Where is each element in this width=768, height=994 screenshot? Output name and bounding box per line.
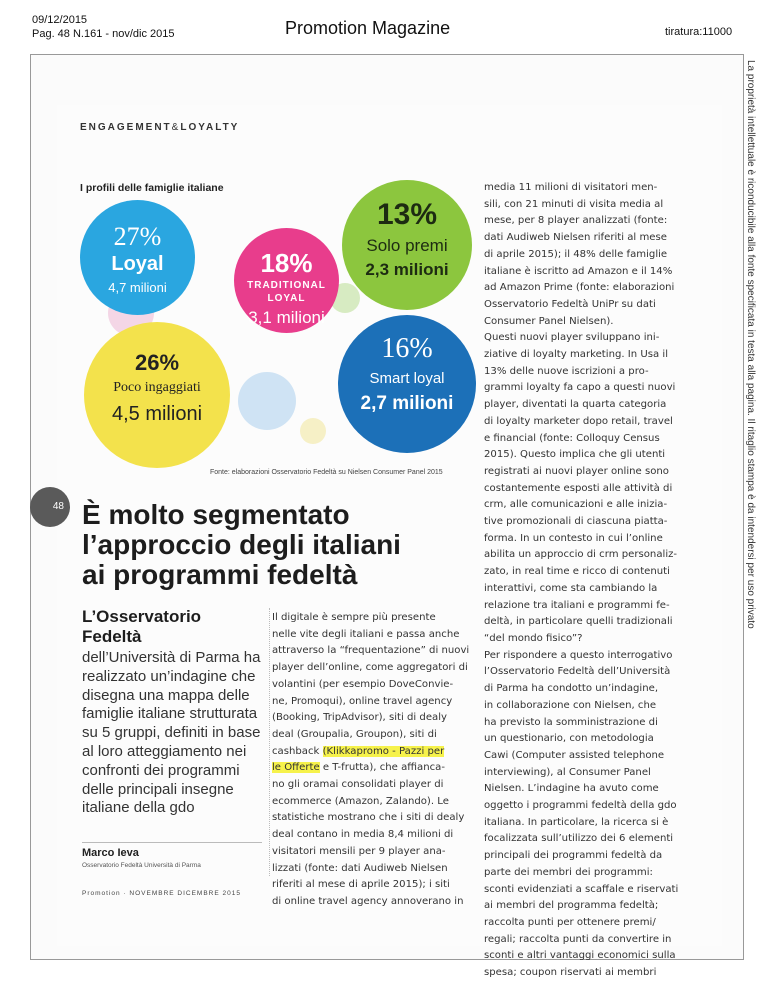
bubble-traditional-loyal-label2: LOYAL — [267, 293, 306, 304]
header-publication-title: Promotion Magazine — [285, 18, 451, 38]
infographic-title: I profili delle famiglie italiane — [80, 182, 224, 194]
bubble-traditional-loyal-label: TRADITIONAL — [247, 280, 326, 291]
decor-circle-yellow — [300, 418, 326, 444]
body-column-right: media 11 milioni di visitatori men- sili, con 21 minuti di visita media al mese, per 8 player analizzati (fonte: dati Audiweb Nielsen riferiti al mese di aprile 2015); il 48% delle famiglie italiane è iscritto ad Amazon e il 14% ad Amazon Prime (fonte: elaborazioni Osservatorio Fedeltà UniPr su dati Consumer Panel Nielsen). Questi nuovi player sviluppano ini- ziative di loyalty marketing. In Usa il 13% delle nuove iscrizioni a pro- grammi loyalty fa capo a questi nuovi player, diventati la quarta categoria di loyalty marketer dopo retail, travel e financial (fonte: Colloquy Census 2015). Questo implica che gli utenti registrati ai nuovi player online sono costantemente esposti alle attività di crm, alle comunicazioni e alle inizia- tive promozionali di ciascuna piatta- forma. In un contesto in cui l’online abilita un approccio di crm personaliz- zato, in real time e ricco di contenuti interattivi, come sta cambiando la relazione tra italiani e programmi fe- deltà, in particolare quelli tradizionali “del mondo fisico”? Per rispondere a questo interrogativo l’Osservatorio Fedeltà dell’Università di Parma ha condotto un’indagine, in collaborazione con Nielsen, che ha previsto la somministrazione di un questionario, con metodologia Cawi (Computer assisted telephone interviewing), al Consumer Panel Nielsen. L’indagine ha avuto come oggetto i programmi fedeltà della gdo italiana. In particolare, la ricerca si è focalizzata sull’utilizzo dei 6 elementi principali dei programmi fedeltà da parte dei membri dei programmi: sconti evidenziati a scaffale e riservati ai membri del programma fedeltà; raccolta punti per ottenere premi/ regali; raccolta punti da convertire in sconti e altri vantaggi economici sulla spesa; coupon riservati ai membri — [484, 182, 679, 979]
bubble-traditional-loyal-count: 3,1 milioni — [248, 308, 325, 327]
bubble-poco-ingaggiati-count: 4,5 milioni — [111, 403, 203, 425]
page-footer: Promotion · NOVEMBRE DICEMBRE 2015 — [82, 890, 241, 897]
header-date: 09/12/2015 — [32, 14, 88, 26]
bubble-poco-ingaggiati-label: Poco ingaggiati — [113, 380, 201, 395]
bubble-smart-loyal-pct: 16% — [381, 333, 433, 364]
article-headline: È molto segmentato l’approccio degli italiani ai programmi fedeltà — [82, 499, 401, 590]
bubble-solo-premi-count: 2,3 milioni — [365, 260, 449, 279]
bubble-poco-ingaggiati-pct: 26% — [134, 350, 180, 375]
bubble-smart-loyal-label: Smart loyal — [369, 370, 445, 387]
column-separator — [269, 608, 270, 876]
highlighted-line-2: le Offerte e T-frutta), che affianca- — [272, 762, 445, 774]
header-page-info: Pag. 48 N.161 - nov/dic 2015 — [32, 28, 175, 40]
copyright-note-text: La proprietà intellettuale è riconducibile alla fonte specificata in testa alla pagina. Il ritaglio stampa è da intendersi per uso privato — [745, 60, 756, 629]
lead-heading: L’Osservatorio Fedeltà — [82, 607, 202, 646]
copyright-note — [744, 60, 758, 629]
bubble-loyal-label: Loyal — [111, 253, 164, 275]
bubble-smart-loyal-count: 2,7 milioni — [360, 393, 454, 414]
section-label: ENGAGEMENT&LOYALTY — [80, 122, 240, 133]
page-number-badge: 48 — [30, 487, 70, 527]
header-circulation: tiratura:11000 — [665, 26, 733, 38]
author-divider — [82, 842, 262, 843]
bubble-solo-premi-label: Solo premi — [366, 236, 448, 255]
bubble-loyal-count: 4,7 milioni — [108, 280, 167, 295]
author-name: Marco Ieva — [82, 847, 139, 859]
body-column-middle: Il digitale è sempre più presente nelle vite degli italiani e passa anche attraverso la “frequentazione” di nuovi player dell’online, come aggregatori di volantini (per esempio DoveConvie- ne, Promoqui), online travel agency (Booking, TripAdvisor), siti di dealy deal (Groupalia, Groupon), siti di cashback (Klikkapromo - Pazzi per le Offerte e T-frutta), che affianca- no gli oramai consolidati player di ecommerce (Amazon, Zalando). Le statistiche mostrano che i siti di dealy deal contano in media 8,4 milioni di visitatori mensili per 9 player ana- lizzati (fonte: dati Audiweb Nielsen riferiti al mese di aprile 2015); i siti di online travel agency annoverano in — [272, 612, 470, 907]
highlighted-line-1: cashback (Klikkapromo - Pazzi per — [272, 745, 445, 757]
highlight: (Klikkapromo - Pazzi per — [322, 745, 445, 757]
decor-circle-blue — [238, 372, 296, 430]
infographic-source: Fonte: elaborazioni Osservatorio Fedeltà su Nielsen Consumer Panel 2015 — [210, 469, 443, 476]
lead-text: dell’Università di Parma ha realizzato un’indagine che disegna una mappa delle famiglie italiane strutturata su 5 gruppi, definiti in base al loro atteggiamento nei confronti dei programmi delle principali insegne italiane della gdo — [82, 649, 261, 817]
bubble-solo-premi-pct: 13% — [376, 198, 438, 231]
bubble-traditional-loyal-pct: 18% — [260, 248, 313, 278]
highlight: le Offerte — [272, 762, 320, 774]
author-role: Osservatorio Fedeltà Università di Parma — [82, 862, 201, 869]
bubble-loyal-pct: 27% — [113, 222, 162, 251]
